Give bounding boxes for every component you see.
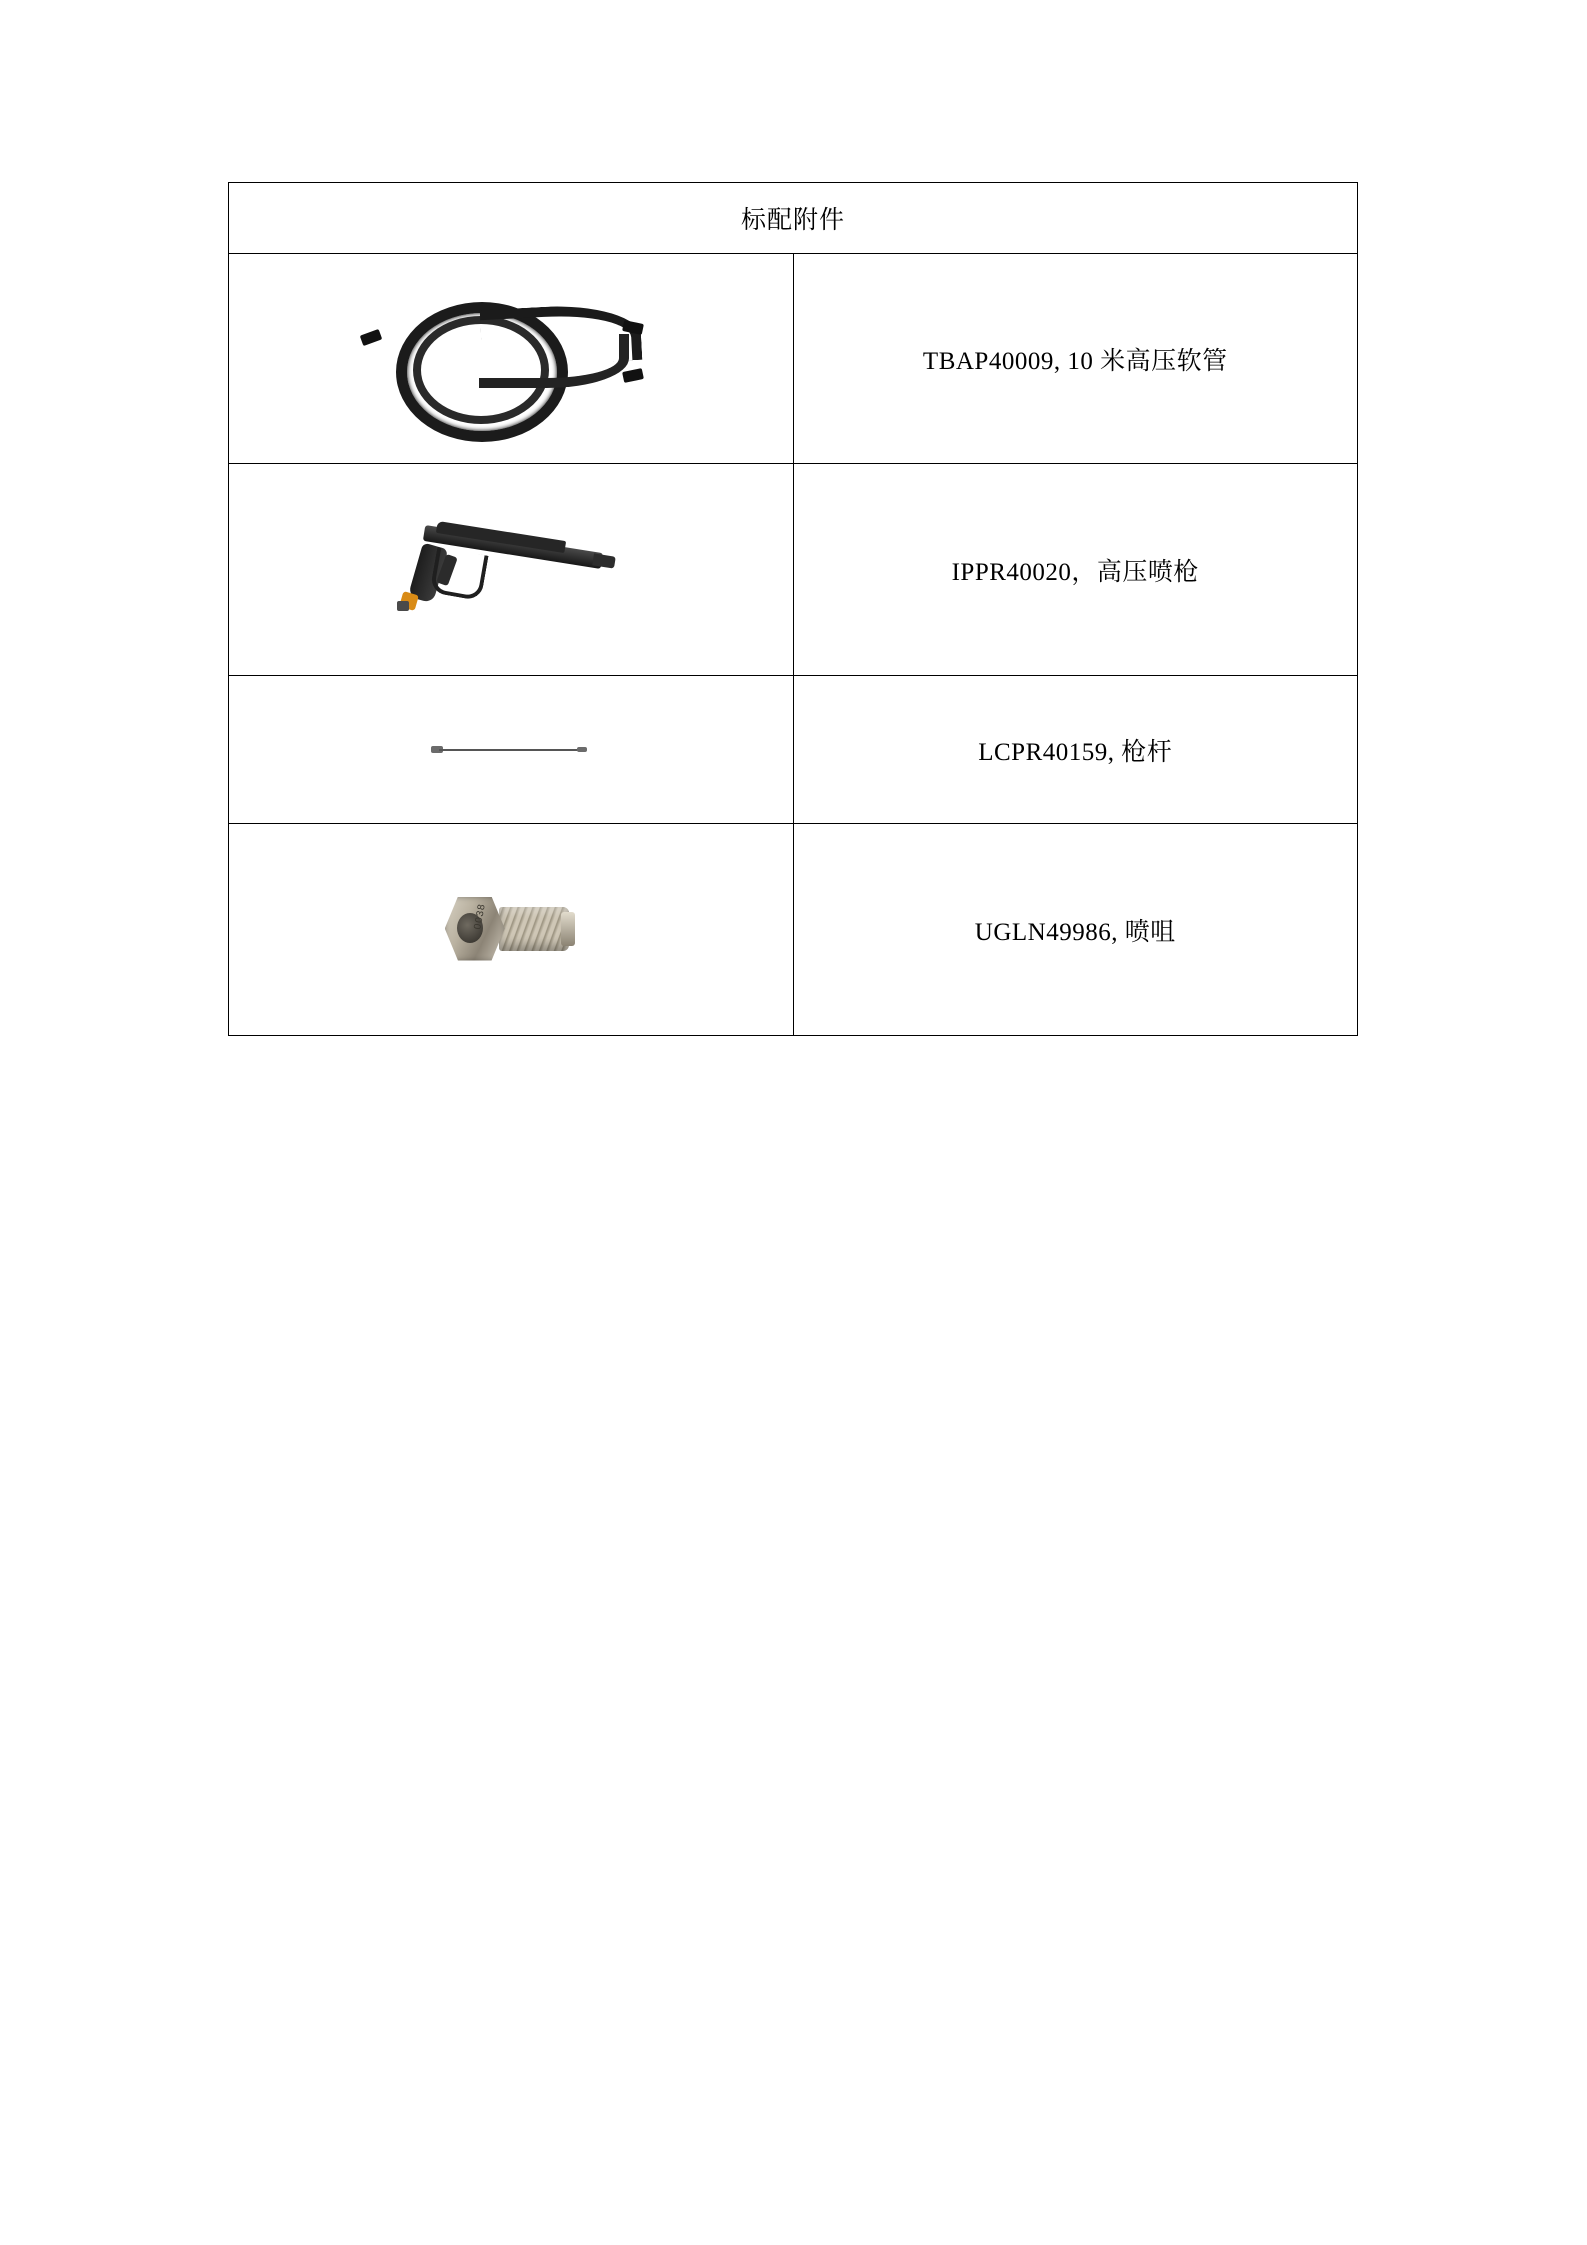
lance-outlet-end [577,747,587,752]
standard-accessories-table [228,182,1358,1036]
table-row [229,824,1358,1036]
hose-tail-lower [479,334,629,388]
lance-label: LCPR40159, 枪杆 [793,676,1358,824]
gun-image-cell [229,464,794,676]
nozzle-thread-tip [561,912,575,946]
nozzle-label: UGLN49986, 喷咀 [793,824,1358,1036]
gun-label: IPPR40020，高压喷枪 [793,464,1358,676]
image-wrapper [229,284,793,434]
hose-fitting-icon [359,328,382,345]
table-title-row [229,183,1358,254]
image-wrapper [229,515,793,625]
image-wrapper [229,740,793,760]
lance-image-cell [229,676,794,824]
nozzle-image-cell [229,824,794,1036]
spray-gun-image [361,515,661,625]
nozzle-marking-text: 0038 [472,902,488,930]
nozzle-threaded-body [499,907,569,951]
table-row [229,464,1358,676]
nozzle-image [441,885,581,975]
gun-outlet-tip [592,553,616,568]
table-row [229,254,1358,464]
hose-label: TBAP40009, 10 米高压软管 [793,254,1358,464]
gun-inlet-nut [397,601,409,611]
lance-image [431,740,591,760]
hose-image-cell [229,254,794,464]
hose-fitting-icon [622,368,644,383]
table-row [229,676,1358,824]
high-pressure-hose-image [361,284,661,434]
table-title: 标配附件 [229,183,1358,254]
lance-rod [439,749,579,751]
image-wrapper [229,885,793,975]
